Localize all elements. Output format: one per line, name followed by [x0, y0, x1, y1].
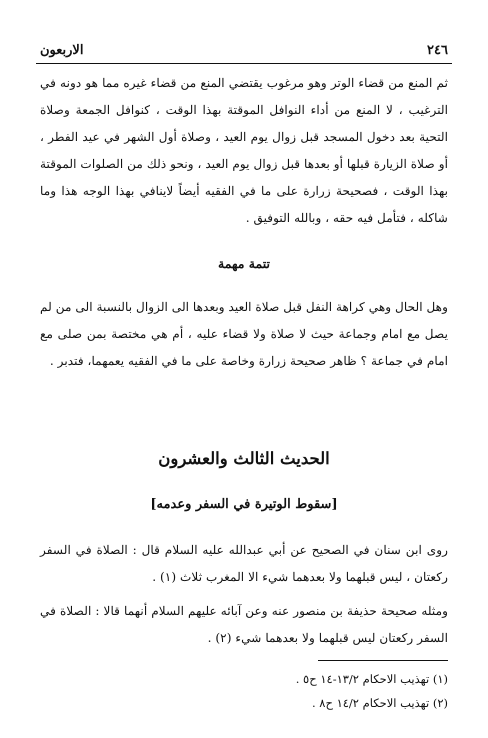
paragraph-2: وهل الحال وهي كراهة النفل قبل صلاة العيد وبعدها الى الزوال بالنسبة الى من لم يصل مع امام وجماعة حيث لا صلاة ولا قضاء عليه ، أم هي مختصة بمن صلى مع امام في جماعة ؟ ظاهر صحيحة زرارة وخاصة على ما في الفقيه يعمهما، فتدبر .	[40, 300, 448, 368]
section-note-heading: تتمة مهمة	[218, 256, 270, 271]
footnote-2: (٢) تهذيب الاحكام ١٤/٢ ح٨ .	[311, 696, 448, 710]
header-rule	[36, 63, 452, 64]
page-number: ٢٤٦	[427, 42, 448, 58]
page-header	[40, 38, 448, 62]
hadith-title: الحديث الثالث والعشرون	[158, 449, 330, 468]
footnote-rule	[318, 660, 448, 661]
running-title: الاربعون	[40, 42, 84, 58]
paragraph-1: ثم المنع من قضاء الوتر وهو مرغوب يقتضي المنع من قضاء غيره مما هو دونه في الترغيب ، لا المنع من أداء النوافل الموقتة بهذا الوقت ، كنوافل الجمعة وصلاة التحية بعد دخول المسجد قبل زوال يوم العيد ، وصلاة أول الشهر في عيد الفطر ، أو صلاة الزيارة قبلها أو بعدها قبل زوال يوم العيد ، ونحو ذلك من الصلوات الموقتة بهذا الوقت ، فصحيحة زرارة على ما في الفقيه أيضاً لاينافي بهذا الوجه هذا وما شاكله ، فتأمل فيه حقه ، وبالله التوفيق .	[40, 76, 448, 225]
hadith-subtitle: [سقوط الوتيرة في السفر وعدمه]	[150, 497, 338, 512]
footnote-1: (١) تهذيب الاحكام ١٣/٢-١٤ ح٥ .	[295, 672, 448, 686]
paragraph-3: روى ابن سنان في الصحيح عن أبي عبدالله عليه السلام قال : الصلاة في السفر ركعتان ، ليس قبلهما ولا بعدهما شيء الا المغرب ثلاث (١) .	[40, 543, 448, 584]
paragraph-4: ومثله صحيحة حذيفة بن منصور عنه وعن آبائه عليهم السلام أنهما قالا : الصلاة في السفر ركعتان ليس قبلهما ولا بعدهما شيء (٢) .	[40, 604, 448, 645]
